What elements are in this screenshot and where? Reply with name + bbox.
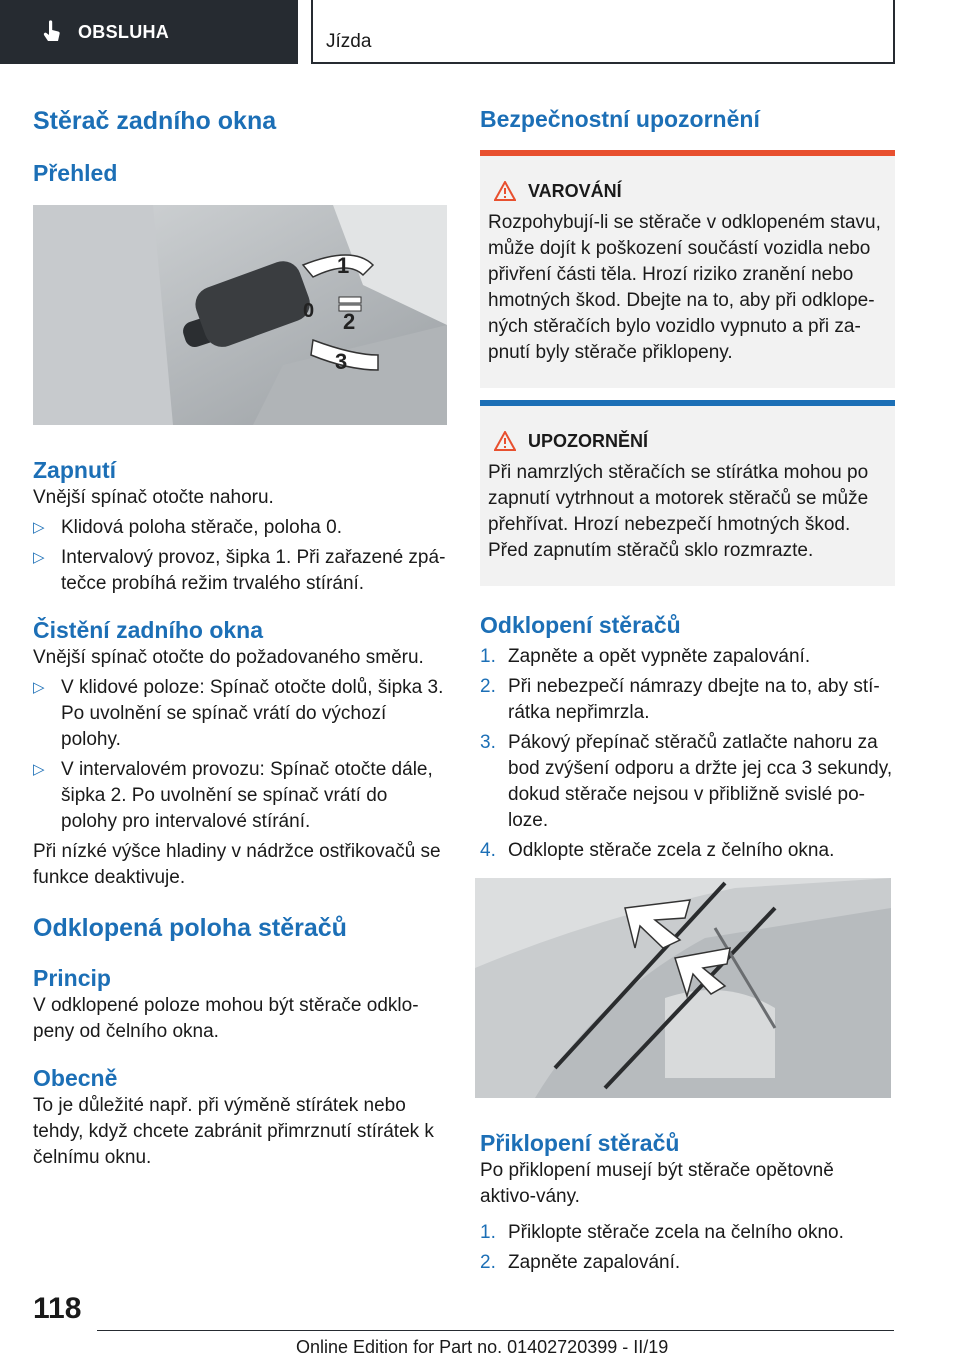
chapter-tab [0,0,298,64]
hand-pointer-icon [40,20,64,44]
switch-on-heading: Zapnutí [33,457,117,483]
principle-text: V odklopené poloze mohou být stěrače odklo-peny od čelního okna. [33,995,419,1042]
footer-divider [97,1330,894,1331]
caution-label: UPOZORNĚNÍ [528,431,649,451]
fold-in-steps [480,1220,895,1276]
overview-heading: Přehled [33,160,118,186]
section-title: Jízda [311,0,895,64]
triangle-bullet-icon: ▷ [33,679,45,696]
page-number: 118 [33,1292,82,1325]
list-item: 1. Přiklopte stěrače zcela na čelního okno. [480,1222,844,1243]
stalk-label-0: 0 [303,300,315,322]
general-heading: Obecně [33,1065,118,1091]
warning-box [480,150,895,388]
list-item: 2. Zapněte zapalování. [480,1252,681,1273]
list-item: 4. Odklopte stěrače zcela z čelního okna. [480,840,835,861]
fold-in-heading: Přiklopení stěračů [480,1130,680,1156]
right-column [480,98,895,1276]
caution-triangle-icon [494,431,516,451]
stalk-label-1: 1 [337,253,350,278]
caution-box [480,400,895,586]
triangle-bullet-icon: ▷ [33,519,45,536]
principle-heading: Princip [33,965,111,991]
list-item: 3. Pákový přepínač stěračů zatlačte nahoru za bod zvýšení odporu a držte jej cca 3 sekundy, dokud stěrače nejsou v přibližně svislé po-loze. [480,732,893,831]
switch-on-list [33,515,447,597]
list-item: 1. Zapněte a opět vypněte zapalování. [480,646,811,667]
triangle-bullet-icon: ▷ [33,549,45,566]
wiper-stalk-photo [33,205,447,425]
stalk-label-2: 2 [343,309,356,334]
cleaning-list [33,675,447,835]
fold-in-intro: Po přiklopení musejí být stěrače opětovně aktivo-vány. [480,1160,834,1207]
list-item: ▷ V klidové poloze: Spínač otočte dolů, šipka 3. Po uvolnění se spínač vrátí do výchozí polohy. [33,677,444,750]
cleaning-note: Při nízké výšce hladiny v nádržce ostřikovačů se funkce deaktivuje. [33,841,441,888]
fold-out-steps [480,644,895,864]
warning-triangle-icon [494,181,516,201]
warning-text: Rozpohybují-li se stěrače v odklopeném stavu, může dojít k poškození součástí vozidla nebo přivření části těla. Hrozí riziko zranění nebo hmotných škod. Dbejte na to, aby při odklope-ných stěračích bylo vozidlo vypnuto a při za-pnutí byly stěrače přiklopeny. [488,212,881,363]
cleaning-heading: Čistění zadního okna [33,617,264,643]
left-column [33,98,447,1171]
caution-text: Při namrzlých stěračích se stírátka mohou po zapnutí vytrhnout a motorek stěračů se může přehřívat. Hrozí nebezpečí hmotných škod. Před zapnutím stěračů sklo rozmrazte. [488,462,869,561]
warning-label: VAROVÁNÍ [528,181,622,201]
list-item: ▷ V intervalovém provozu: Spínač otočte dále, šipka 2. Po uvolnění se spínač vrátí do polohy pro intervalové stírání. [33,759,433,832]
triangle-bullet-icon: ▷ [33,761,45,778]
list-item: 2. Při nebezpečí námrazy dbejte na to, aby stí-rátka nepřimrzla. [480,676,880,723]
edition-text: Online Edition for Part no. 01402720399 - II/19 [296,1337,669,1357]
page-title: Stěrač zadního okna [33,107,277,135]
stalk-label-3: 3 [335,349,348,374]
fold-out-heading: Odklopení stěračů [480,612,681,638]
list-item: ▷ Klidová poloha stěrače, poloha 0. [33,515,447,541]
cleaning-intro: Vnější spínač otočte do požadovaného směru. [33,647,424,668]
chapter-tab-label: OBSLUHA [78,22,170,42]
switch-on-intro: Vnější spínač otočte nahoru. [33,487,274,508]
safety-heading: Bezpečnostní upozornění [480,106,760,132]
folded-position-title: Odklopená poloha stěračů [33,914,347,942]
wiper-folded-photo [475,878,891,1098]
list-item: ▷ Intervalový provoz, šipka 1. Při zařazené zpá-tečce probíhá režim trvalého stírání. [33,547,446,594]
general-text: To je důležité např. při výměně stírátek nebo tehdy, když chcete zabránit přimrznutí stírátek k čelnímu oknu. [33,1095,434,1168]
